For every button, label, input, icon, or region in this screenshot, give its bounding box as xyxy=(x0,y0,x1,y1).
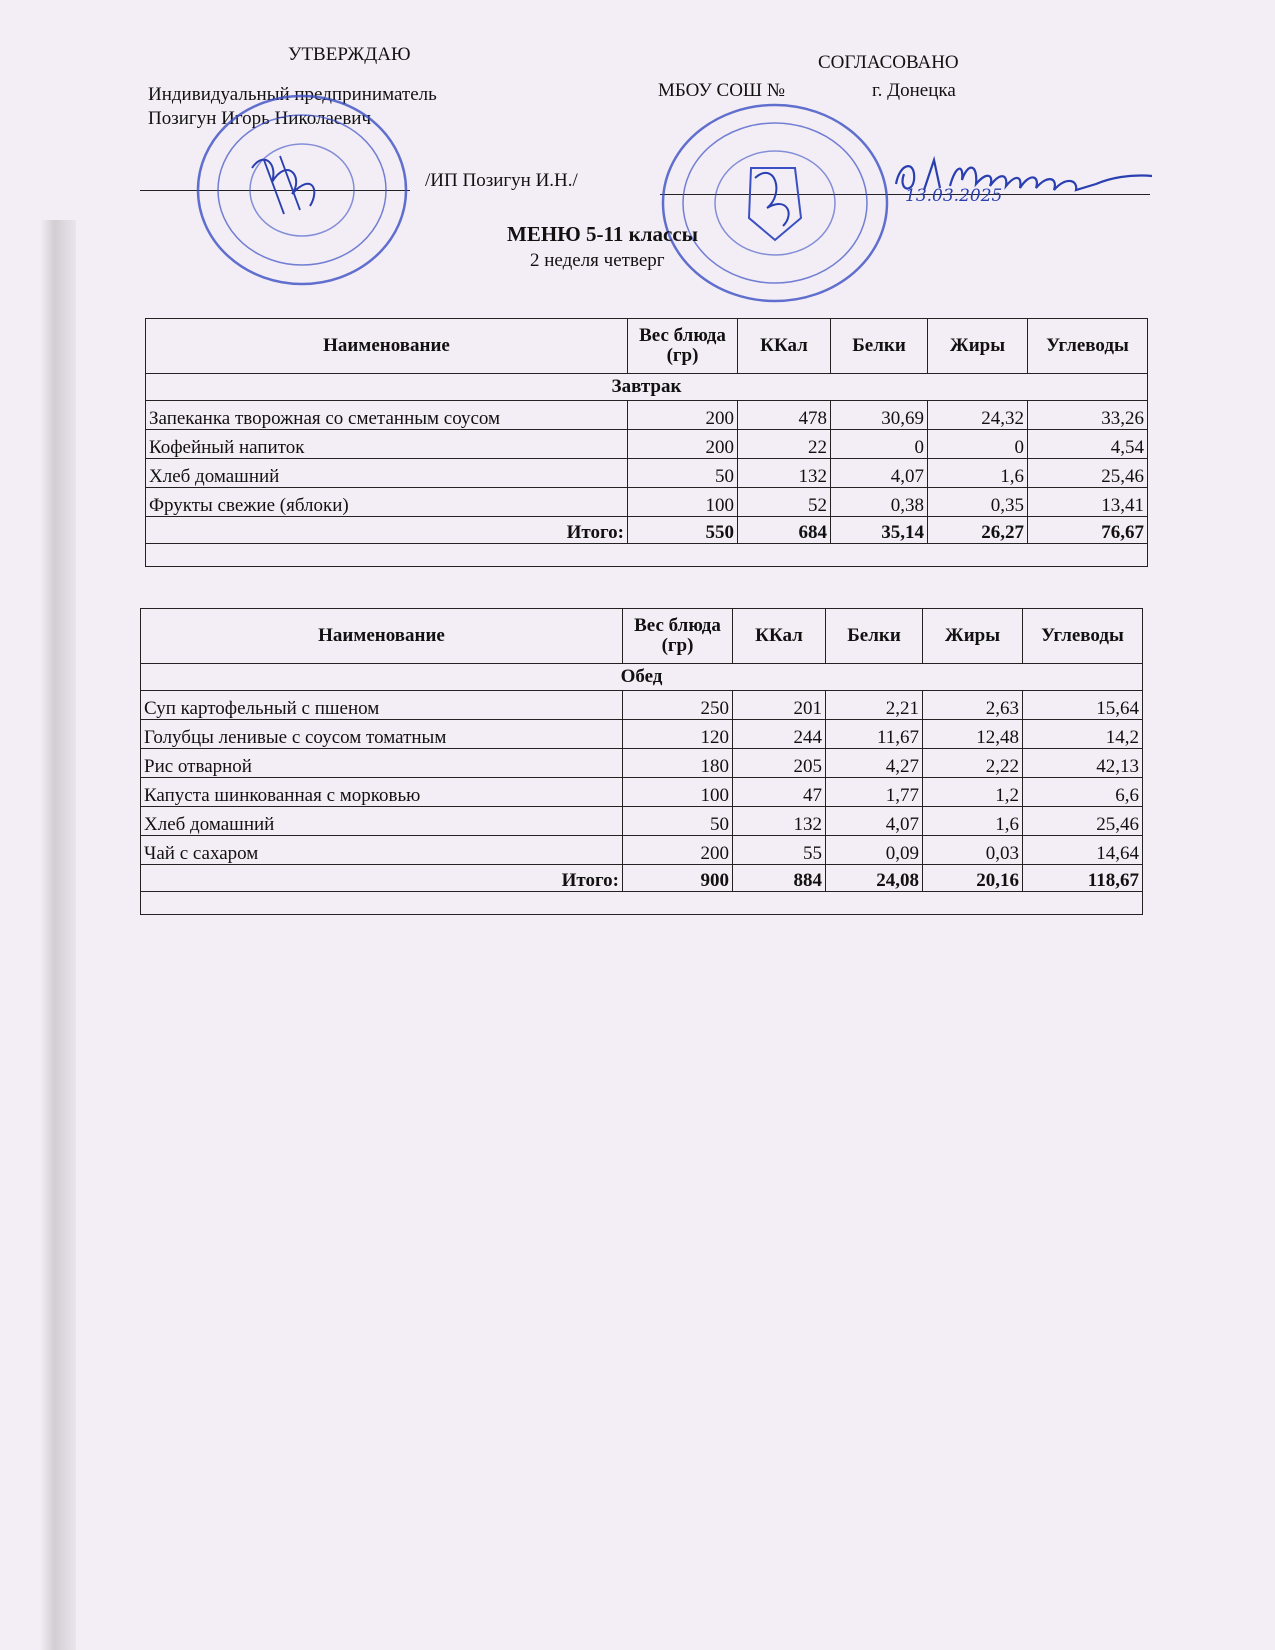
col-weight-header: Вес блюда (гр) xyxy=(628,319,738,374)
dish-name: Хлеб домашний xyxy=(141,807,623,836)
scan-shadow xyxy=(40,220,76,1650)
col-protein-header: Белки xyxy=(826,609,923,664)
dish-name: Суп картофельный с пшеном xyxy=(141,691,623,720)
blank-cell xyxy=(141,892,1143,915)
dish-name: Хлеб домашний xyxy=(146,459,628,488)
total-kcal: 884 xyxy=(733,865,826,892)
dish-weight: 100 xyxy=(628,488,738,517)
dish-weight: 250 xyxy=(623,691,733,720)
dish-name: Голубцы ленивые с соусом томатным xyxy=(141,720,623,749)
col-weight-header: Вес блюда (гр) xyxy=(623,609,733,664)
total-carbs: 76,67 xyxy=(1028,517,1148,544)
col-protein-header: Белки xyxy=(831,319,928,374)
dish-weight: 200 xyxy=(628,401,738,430)
dish-protein: 0,09 xyxy=(826,836,923,865)
dish-kcal: 132 xyxy=(738,459,831,488)
blank-cell xyxy=(146,544,1148,567)
dish-protein: 11,67 xyxy=(826,720,923,749)
total-row xyxy=(141,865,1143,892)
dish-carbs: 42,13 xyxy=(1023,749,1143,778)
dish-carbs: 4,54 xyxy=(1028,430,1148,459)
dish-protein: 4,27 xyxy=(826,749,923,778)
total-label: Итого: xyxy=(141,865,623,892)
dish-kcal: 47 xyxy=(733,778,826,807)
total-label: Итого: xyxy=(146,517,628,544)
table-row xyxy=(146,459,1148,488)
dish-fat: 2,22 xyxy=(923,749,1023,778)
table-row xyxy=(146,488,1148,517)
approve-label: УТВЕРЖДАЮ xyxy=(288,44,411,65)
meal-row xyxy=(146,374,1148,401)
table-row xyxy=(141,691,1143,720)
dish-fat: 1,2 xyxy=(923,778,1023,807)
agree-line-2: г. Донецка xyxy=(872,80,956,101)
col-name-header: Наименование xyxy=(146,319,628,374)
col-name-header: Наименование xyxy=(141,609,623,664)
col-fat-header: Жиры xyxy=(923,609,1023,664)
dish-carbs: 14,2 xyxy=(1023,720,1143,749)
table-header-row xyxy=(146,319,1148,374)
table-row xyxy=(146,430,1148,459)
dish-carbs: 33,26 xyxy=(1028,401,1148,430)
approve-line-1: Индивидуальный предприниматель xyxy=(148,84,437,105)
table-row xyxy=(146,401,1148,430)
col-carbs-header: Углеводы xyxy=(1023,609,1143,664)
total-protein: 24,08 xyxy=(826,865,923,892)
dish-protein: 1,77 xyxy=(826,778,923,807)
agree-label: СОГЛАСОВАНО xyxy=(818,52,959,73)
dish-kcal: 132 xyxy=(733,807,826,836)
dish-carbs: 25,46 xyxy=(1028,459,1148,488)
dish-weight: 180 xyxy=(623,749,733,778)
dish-kcal: 478 xyxy=(738,401,831,430)
ip-round-seal-icon xyxy=(192,90,412,290)
total-carbs: 118,67 xyxy=(1023,865,1143,892)
agree-line-1: МБОУ СОШ № xyxy=(658,80,785,101)
dish-kcal: 22 xyxy=(738,430,831,459)
total-fat: 26,27 xyxy=(928,517,1028,544)
dish-fat: 24,32 xyxy=(928,401,1028,430)
dish-protein: 0,38 xyxy=(831,488,928,517)
breakfast-table xyxy=(145,318,1148,567)
dish-fat: 12,48 xyxy=(923,720,1023,749)
dish-weight: 120 xyxy=(623,720,733,749)
lunch-table xyxy=(140,608,1143,915)
signature-date: 13.03.2025 xyxy=(905,186,1003,206)
dish-fat: 2,63 xyxy=(923,691,1023,720)
dish-weight: 200 xyxy=(628,430,738,459)
table-row xyxy=(141,778,1143,807)
col-carbs-header: Углеводы xyxy=(1028,319,1148,374)
dish-name: Чай с сахаром xyxy=(141,836,623,865)
meal-label: Завтрак xyxy=(146,374,1148,401)
dish-kcal: 244 xyxy=(733,720,826,749)
total-protein: 35,14 xyxy=(831,517,928,544)
col-kcal-header: ККал xyxy=(733,609,826,664)
page-subtitle: 2 неделя четверг xyxy=(530,250,665,271)
dish-weight: 50 xyxy=(623,807,733,836)
total-weight: 900 xyxy=(623,865,733,892)
col-kcal-header: ККал xyxy=(738,319,831,374)
approve-signature-caption: /ИП Позигун И.Н./ xyxy=(425,170,578,191)
blank-row xyxy=(141,892,1143,915)
dish-protein: 0 xyxy=(831,430,928,459)
school-round-seal-icon xyxy=(655,98,895,308)
dish-protein: 4,07 xyxy=(831,459,928,488)
dish-name: Запеканка творожная со сметанным соусом xyxy=(146,401,628,430)
table-row xyxy=(141,836,1143,865)
total-weight: 550 xyxy=(628,517,738,544)
dish-carbs: 15,64 xyxy=(1023,691,1143,720)
dish-carbs: 25,46 xyxy=(1023,807,1143,836)
dish-fat: 0,35 xyxy=(928,488,1028,517)
approve-line-2: Позигун Игорь Николаевич xyxy=(148,108,372,129)
dish-carbs: 6,6 xyxy=(1023,778,1143,807)
dish-weight: 100 xyxy=(623,778,733,807)
table-row xyxy=(141,749,1143,778)
dish-fat: 0,03 xyxy=(923,836,1023,865)
page-title: МЕНЮ 5-11 классы xyxy=(507,222,699,246)
total-fat: 20,16 xyxy=(923,865,1023,892)
col-fat-header: Жиры xyxy=(928,319,1028,374)
dish-name: Фрукты свежие (яблоки) xyxy=(146,488,628,517)
dish-carbs: 13,41 xyxy=(1028,488,1148,517)
dish-fat: 1,6 xyxy=(928,459,1028,488)
dish-kcal: 205 xyxy=(733,749,826,778)
dish-kcal: 55 xyxy=(733,836,826,865)
dish-fat: 1,6 xyxy=(923,807,1023,836)
dish-protein: 2,21 xyxy=(826,691,923,720)
meal-label: Обед xyxy=(141,664,1143,691)
dish-weight: 50 xyxy=(628,459,738,488)
dish-weight: 200 xyxy=(623,836,733,865)
dish-carbs: 14,64 xyxy=(1023,836,1143,865)
dish-kcal: 52 xyxy=(738,488,831,517)
meal-row xyxy=(141,664,1143,691)
dish-protein: 30,69 xyxy=(831,401,928,430)
dish-kcal: 201 xyxy=(733,691,826,720)
table-header-row xyxy=(141,609,1143,664)
total-kcal: 684 xyxy=(738,517,831,544)
dish-fat: 0 xyxy=(928,430,1028,459)
dish-name: Капуста шинкованная с морковью xyxy=(141,778,623,807)
blank-row xyxy=(146,544,1148,567)
table-row xyxy=(141,807,1143,836)
total-row xyxy=(146,517,1148,544)
table-row xyxy=(141,720,1143,749)
dish-name: Рис отварной xyxy=(141,749,623,778)
dish-name: Кофейный напиток xyxy=(146,430,628,459)
dish-protein: 4,07 xyxy=(826,807,923,836)
